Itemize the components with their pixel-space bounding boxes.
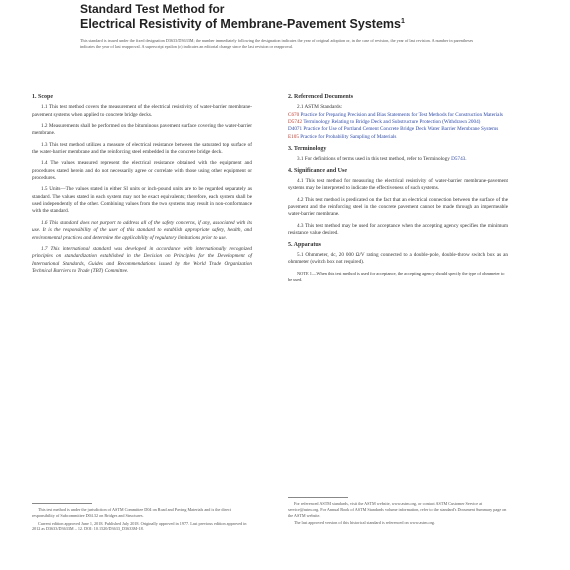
paragraph-3-1: 3.1 For definitions of terms used in this test method, refer to Terminology D5743. <box>297 156 467 163</box>
astm-standards-label: 2.1 ASTM Standards: <box>297 104 343 111</box>
footnote-2b: The last approved version of this historical standard is referenced on www.astm.org. <box>294 520 436 526</box>
document-title <box>80 17 405 31</box>
paragraph-3-1-text: 3.1 For definitions of terms used in this test method, refer to Terminology <box>297 156 450 163</box>
reference-title[interactable]: Practice for Preparing Precision and Bias Statements for Test Methods for Construction Materials <box>300 111 503 118</box>
paragraph-1-1: 1.1 This test method covers the measurement of the electrical resistivity of water-barrier membrane-pavement systems when applied to concrete bridge decks. <box>32 104 252 118</box>
reference-item[interactable] <box>288 134 508 141</box>
paragraph-1-7: 1.7 This international standard was developed in accordance with internationally recognized principles on standardization established in the Decision on Principles for the Development of International Standards, Guides and Recommendations issued by the World Trade Organization Technical Barriers to Trade (TBT) Committee. <box>32 245 252 274</box>
footnotes-right <box>288 501 510 528</box>
reference-code[interactable]: C670 <box>288 111 300 118</box>
reference-title[interactable]: Terminology Relating to Bridge Deck and Substructure Protection (Withdrawn 2004) <box>303 119 481 126</box>
document-title-prefix: Standard Test Method for <box>80 2 225 16</box>
paragraph-4-3: 4.3 This test method may be used for acceptance when the accepting agency specifies the minimum resistance value desired. <box>288 222 508 237</box>
paragraph-1-5: 1.5 Units—The values stated in either SI units or inch-pound units are to be regarded separately as standard. The values stated in each system may not be exact equivalents; therefore, each system shall be used independently of the other. Combining values from the two systems may result in non-conformance with the standard. <box>32 186 252 215</box>
designation-notice <box>80 38 480 50</box>
paragraph-4-1: 4.1 This test method for measuring the electrical resistivity of water-barrier membrane-pavement systems may be interpreted to indicate the effectiveness of such systems. <box>288 178 508 192</box>
reference-title[interactable]: Practice for Probability Sampling of Materials <box>300 133 397 140</box>
section-heading-terminology: 3. Terminology <box>288 146 327 153</box>
reference-title[interactable]: Practice for Use of Portland Cement Concrete Bridge Deck Water Barrier Membrane Systems <box>303 126 499 133</box>
footnote-rule-left <box>32 503 92 504</box>
paragraph-1-4: 1.4 The values measured represent the electrical resistance obtained with the equipment and procedures stated herein and do not necessarily agree or correlate with those using other equipment or procedures. <box>32 160 252 182</box>
left-column <box>32 94 252 279</box>
footnotes-left <box>32 507 254 534</box>
section-heading-referenced-documents: 2. Referenced Documents <box>288 94 354 100</box>
title-footnote-mark: 1 <box>400 17 405 25</box>
paragraph-2-1 <box>288 104 508 111</box>
footnote-1b: Current edition approved June 1, 2018. Published July 2018. Originally approved in 1977. Last previous edition approved in 2012 as D3633/D3633M – 12. DOI: 10.1520/D3633_D3633M-18. <box>32 520 247 532</box>
section-heading-significance: 4. Significance and Use <box>288 167 348 174</box>
section-heading-apparatus: 5. Apparatus <box>288 241 322 248</box>
reference-item[interactable] <box>288 112 508 119</box>
footnote-rule-right <box>288 497 348 498</box>
terminology-reference-link[interactable]: D5743 <box>451 156 466 163</box>
section-heading-scope: 1. Scope <box>32 94 53 100</box>
designation-notice-text: This standard is issued under the fixed designation D3633/D3633M; the number immediately following the designation indicates the year of original adoption or, in the case of revision, the year of last revision. A number in parentheses indicates the year of last reapproval. A superscript epsilon (ε) indicates an editorial change since the last revision or reapproval. <box>80 38 474 49</box>
footnote-2a: For referenced ASTM standards, visit the ASTM website, www.astm.org, or contact ASTM Customer Service at service@astm.org. For Annual Book of ASTM Standards volume information, refer to the standard's Document Summary page on the ASTM website. <box>288 501 507 518</box>
paragraph-1-2: 1.2 Measurements shall be performed on the bituminous pavement surface covering the water-barrier membrane. <box>32 123 252 137</box>
reference-code[interactable]: D5742 <box>288 119 303 126</box>
paragraph-1-3: 1.3 This test method utilizes a measure of electrical resistance between the saturated top surface of the water-barrier membrane and the reinforcing steel embedded in the concrete bridge deck. <box>32 141 252 156</box>
note-1: NOTE 1—When this test method is used for acceptance, the accepting agency should specify the type of ohmmeter to be used. <box>288 270 505 282</box>
footnote-1a: This test method is under the jurisdiction of ASTM Committee D04 on Road and Paving Materials and is the direct responsibility of Subcommittee D04.32 on Bridges and Structures. <box>32 507 231 518</box>
right-column <box>288 94 508 286</box>
reference-item[interactable] <box>288 126 508 133</box>
reference-list <box>288 112 508 141</box>
paragraph-4-2: 4.2 This test method is predicated on the fact that an electrical connection between the surface of the pavement and the reinforcing steel in the concrete pavement cannot be made through an impermeable water-barrier membrane. <box>288 196 508 218</box>
paragraph-5-1: 5.1 Ohmmeter, dc, 20 000 Ω/V rating connected to a double-pole, double-throw switch box as an ohmmeter (switch box not required). <box>288 251 508 266</box>
reference-code[interactable]: D4071 <box>288 126 303 133</box>
reference-code[interactable]: E105 <box>288 133 299 140</box>
document-title-text: Electrical Resistivity of Membrane-Pavement Systems <box>80 17 401 31</box>
paragraph-1-6: 1.6 This standard does not purport to address all of the safety concerns, if any, associated with its use. It is the responsibility of the user of this standard to establish appropriate safety, health, and environmental practices and determine the applicability of regulatory limitations prior to use. <box>32 219 252 241</box>
